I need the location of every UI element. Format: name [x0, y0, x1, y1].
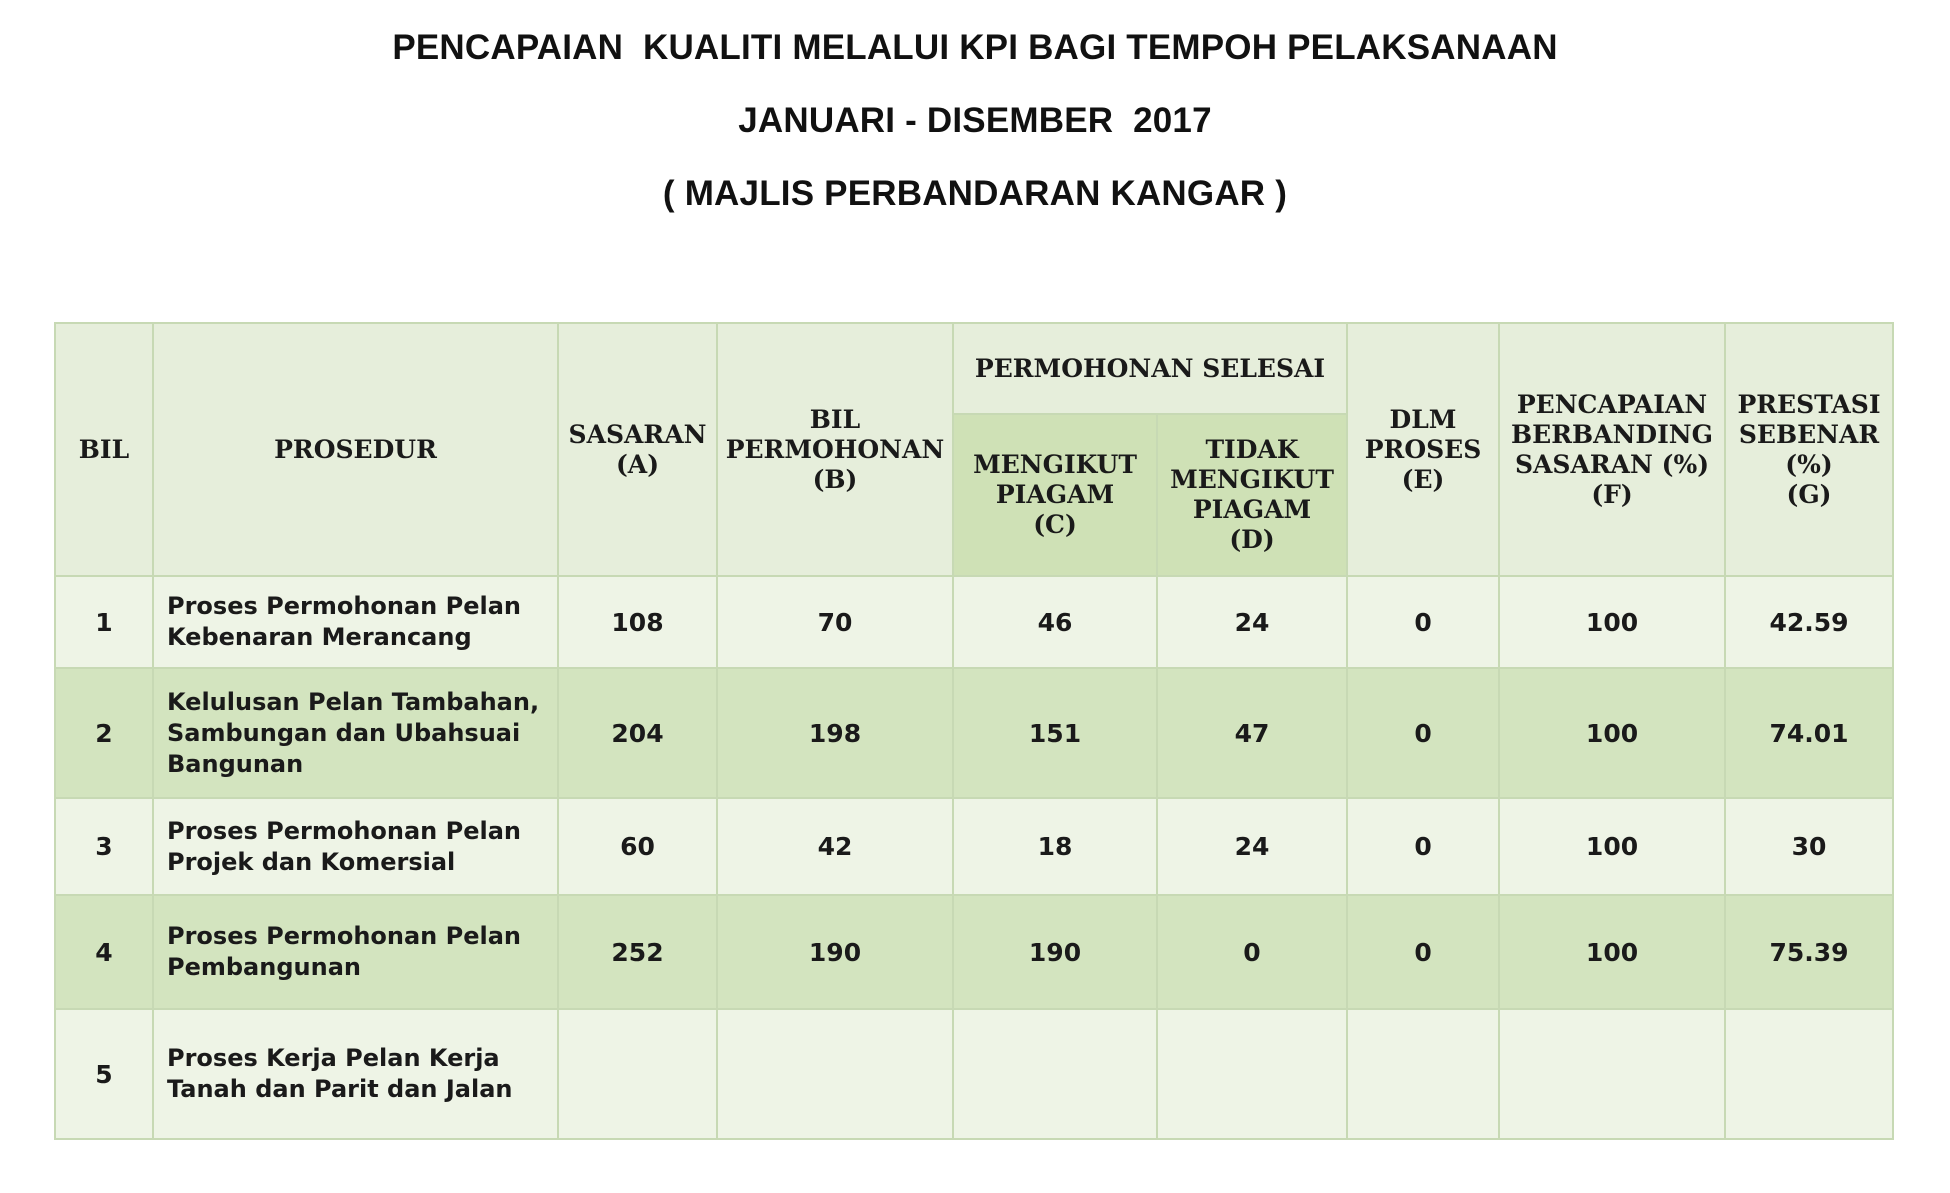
header-pencapaian-line: BERBANDING	[1511, 419, 1713, 449]
header-dlm-proses-line: DLM	[1389, 404, 1457, 434]
cell-bil: 2	[55, 668, 153, 798]
table-row	[55, 1009, 1893, 1139]
header-bil-permohonan-line: PERMOHONAN	[725, 434, 945, 464]
cell-prosedur-line: Projek dan Komersial	[167, 847, 456, 876]
cell-pencapaian	[1499, 1009, 1725, 1139]
cell-bil-permohonan: 198	[717, 668, 953, 798]
header-pencapaian	[1499, 323, 1725, 576]
cell-pencapaian: 100	[1499, 576, 1725, 668]
cell-tidak-mengikut-piagam	[1157, 1009, 1347, 1139]
table-row	[55, 798, 1893, 895]
cell-dlm-proses	[1347, 1009, 1499, 1139]
cell-bil-permohonan	[717, 1009, 953, 1139]
title-line-3: ( MAJLIS PERBANDARAN KANGAR )	[662, 174, 1288, 213]
cell-bil-permohonan: 190	[717, 895, 953, 1009]
table-row	[55, 895, 1893, 1009]
header-mengikut-piagam-line: PIAGAM	[995, 480, 1115, 509]
cell-dlm-proses: 0	[1347, 798, 1499, 895]
cell-prosedur-line: Proses Kerja Pelan Kerja	[167, 1044, 500, 1072]
header-mengikut-piagam-line: MENGIKUT	[973, 450, 1137, 479]
cell-mengikut-piagam: 151	[953, 668, 1157, 798]
header-permohonan-selesai: PERMOHONAN SELESAI	[953, 323, 1347, 414]
header-tidak-mengikut-piagam-line: TIDAK	[1205, 435, 1299, 464]
cell-mengikut-piagam: 190	[953, 895, 1157, 1009]
header-tidak-mengikut-piagam-line: PIAGAM	[1192, 495, 1312, 524]
header-prestasi	[1725, 323, 1893, 576]
cell-prosedur	[153, 895, 558, 1009]
cell-prosedur-line: Pembangunan	[167, 953, 361, 981]
cell-prosedur	[153, 798, 558, 895]
header-dlm-proses-line: (E)	[1401, 464, 1445, 494]
cell-tidak-mengikut-piagam: 47	[1157, 668, 1347, 798]
header-prestasi-line: (%)	[1785, 449, 1833, 479]
title-line-1: PENCAPAIAN KUALITI MELALUI KPI BAGI TEMPOH PELAKSANAAN	[392, 28, 1558, 67]
cell-dlm-proses: 0	[1347, 576, 1499, 668]
header-bil: BIL	[55, 323, 153, 576]
header-prestasi-line: (G)	[1786, 479, 1832, 509]
header-dlm-proses-line: PROSES	[1364, 434, 1482, 464]
header-sasaran-line: SASARAN	[568, 419, 707, 449]
cell-prosedur	[153, 576, 558, 668]
cell-prestasi	[1725, 1009, 1893, 1139]
header-pencapaian-line: SASARAN (%)	[1514, 449, 1710, 479]
cell-prosedur-line: Bangunan	[167, 749, 304, 778]
cell-prosedur-line: Proses Permohonan Pelan	[167, 922, 521, 950]
header-prestasi-line: PRESTASI	[1737, 389, 1881, 419]
cell-prosedur	[153, 668, 558, 798]
cell-sasaran: 252	[558, 895, 717, 1009]
header-bil-permohonan	[717, 323, 953, 576]
kpi-table	[54, 322, 1894, 1140]
cell-prosedur-line: Tanah dan Parit dan Jalan	[167, 1075, 513, 1103]
header-sasaran	[558, 323, 717, 576]
cell-prestasi: 74.01	[1725, 668, 1893, 798]
cell-bil: 4	[55, 895, 153, 1009]
cell-prestasi: 75.39	[1725, 895, 1893, 1009]
header-tidak-mengikut-piagam-line: MENGIKUT	[1170, 465, 1334, 494]
cell-bil: 1	[55, 576, 153, 668]
header-tidak-mengikut-piagam-line: (D)	[1229, 525, 1275, 554]
cell-tidak-mengikut-piagam: 0	[1157, 895, 1347, 1009]
cell-sasaran: 108	[558, 576, 717, 668]
title-line-2: JANUARI - DISEMBER 2017	[738, 101, 1212, 140]
header-tidak-mengikut-piagam	[1157, 414, 1347, 576]
cell-dlm-proses: 0	[1347, 668, 1499, 798]
cell-prosedur-line: Proses Permohonan Pelan	[167, 592, 521, 620]
table-row	[55, 668, 1893, 798]
header-mengikut-piagam	[953, 414, 1157, 576]
cell-mengikut-piagam: 18	[953, 798, 1157, 895]
table-row	[55, 576, 1893, 668]
header-prosedur: PROSEDUR	[153, 323, 558, 576]
cell-mengikut-piagam	[953, 1009, 1157, 1139]
cell-tidak-mengikut-piagam: 24	[1157, 576, 1347, 668]
header-sasaran-line: (A)	[615, 449, 660, 479]
cell-prestasi: 30	[1725, 798, 1893, 895]
cell-prosedur	[153, 1009, 558, 1139]
cell-prosedur-line: Kelulusan Pelan Tambahan,	[167, 687, 540, 716]
cell-pencapaian: 100	[1499, 895, 1725, 1009]
cell-bil-permohonan: 70	[717, 576, 953, 668]
cell-prestasi: 42.59	[1725, 576, 1893, 668]
cell-sasaran: 60	[558, 798, 717, 895]
cell-pencapaian: 100	[1499, 798, 1725, 895]
cell-dlm-proses: 0	[1347, 895, 1499, 1009]
cell-prosedur-line: Proses Permohonan Pelan	[167, 816, 521, 845]
cell-bil: 3	[55, 798, 153, 895]
cell-bil: 5	[55, 1009, 153, 1139]
header-pencapaian-line: PENCAPAIAN	[1516, 389, 1708, 419]
header-bil-permohonan-line: (B)	[812, 464, 858, 494]
cell-prosedur-line: Sambungan dan Ubahsuai	[167, 718, 521, 747]
cell-pencapaian: 100	[1499, 668, 1725, 798]
cell-bil-permohonan: 42	[717, 798, 953, 895]
cell-tidak-mengikut-piagam: 24	[1157, 798, 1347, 895]
header-pencapaian-line: (F)	[1591, 479, 1633, 509]
header-mengikut-piagam-line: (C)	[1033, 510, 1077, 539]
cell-prosedur-line: Kebenaran Merancang	[167, 623, 472, 651]
cell-mengikut-piagam: 46	[953, 576, 1157, 668]
header-prestasi-line: SEBENAR	[1738, 419, 1880, 449]
cell-sasaran: 204	[558, 668, 717, 798]
header-bil-permohonan-line: BIL	[809, 404, 861, 434]
header-dlm-proses	[1347, 323, 1499, 576]
cell-sasaran	[558, 1009, 717, 1139]
